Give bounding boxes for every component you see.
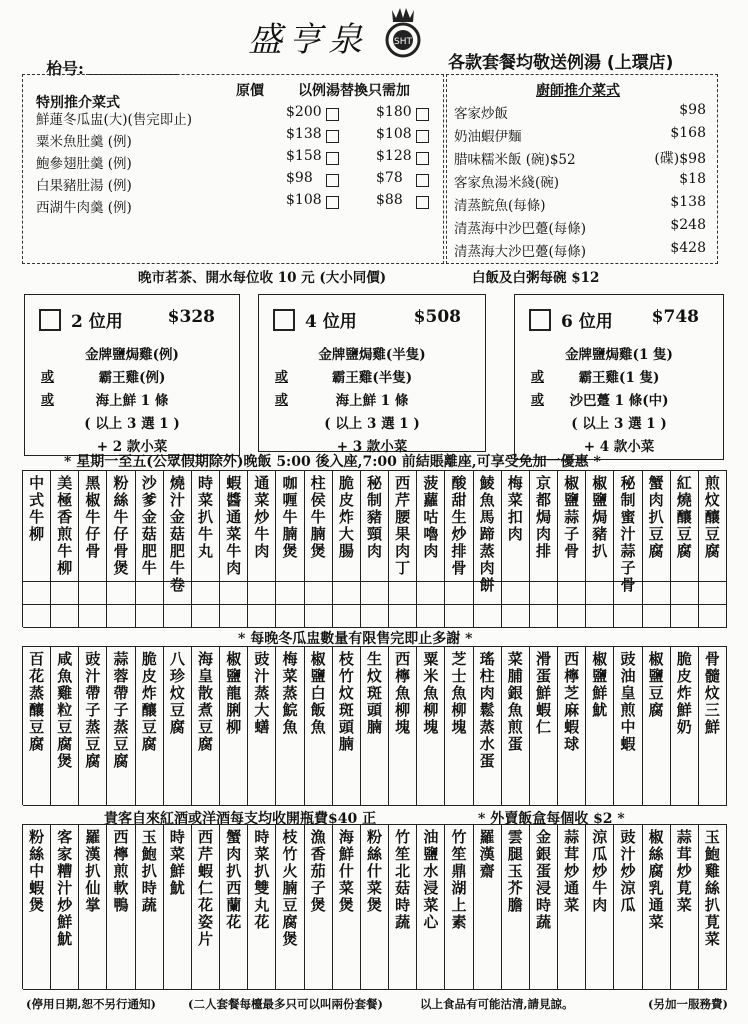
dish-cell[interactable] xyxy=(305,647,333,805)
dish-cell[interactable] xyxy=(23,825,51,989)
crest-icon xyxy=(380,6,426,60)
dish-name: 西檸芝麻蝦球 xyxy=(562,651,581,753)
set-menu-line: + 3 款小菜 xyxy=(336,439,408,455)
dish-cell[interactable] xyxy=(79,825,107,989)
set-menu-box xyxy=(514,294,724,460)
set-size-label: 2 位用 xyxy=(71,312,123,332)
dish-cell[interactable] xyxy=(445,825,473,989)
dish-name: 羅漢扒仙掌 xyxy=(83,829,102,914)
dish-name: 椒絲腐乳通菜 xyxy=(646,829,665,931)
dish-cell[interactable] xyxy=(389,647,417,805)
dish-grid-1 xyxy=(22,470,727,627)
set-menu-line: + 2 款小菜 xyxy=(96,439,168,455)
dish-name: 海皇散煮豆腐 xyxy=(196,651,215,753)
set-menu-line: 霸王雞(1 隻) xyxy=(578,370,660,386)
dish-cell[interactable] xyxy=(417,647,445,805)
dish-cell[interactable] xyxy=(136,647,164,805)
special-item-price: $138 xyxy=(286,126,322,142)
set-menu-line: ( 以上 3 選 1 ) xyxy=(324,416,420,432)
dish-cell[interactable] xyxy=(51,825,79,989)
special-item-price: $98 xyxy=(286,170,313,186)
special-swap-checkbox[interactable] xyxy=(416,196,429,209)
dish-cell[interactable] xyxy=(220,647,248,805)
dish-name: 金銀蛋浸時蔬 xyxy=(533,829,552,931)
set-price: $508 xyxy=(413,307,461,327)
dish-cell[interactable] xyxy=(417,825,445,989)
dish-name: 竹笙北菇時蔬 xyxy=(393,829,412,931)
dish-name: 鯪魚馬蹄蒸肉餅 xyxy=(477,475,496,594)
takeaway-banner: * 外賣飯盒每個收 $2 * xyxy=(478,811,625,827)
dish-name: 百花蒸釀豆腐 xyxy=(27,651,46,753)
set-menu-line: 金牌鹽焗雞(半隻) xyxy=(318,347,426,363)
special-swap-checkbox[interactable] xyxy=(416,130,429,143)
dish-cell[interactable] xyxy=(699,647,727,805)
dish-cell[interactable] xyxy=(502,825,530,989)
dish-cell[interactable] xyxy=(220,825,248,989)
special-item-price: $200 xyxy=(286,104,322,120)
dish-cell[interactable] xyxy=(502,647,530,805)
special-price-checkbox[interactable] xyxy=(326,130,339,143)
dish-name: 客家糟汁炒鮮魷 xyxy=(55,829,74,948)
dish-name: 時菜鮮魷 xyxy=(167,829,186,897)
dish-cell[interactable] xyxy=(643,825,671,989)
set-menu-line: ( 以上 3 選 1 ) xyxy=(571,416,667,432)
dish-name: 生炆斑頭腩 xyxy=(364,651,383,736)
dish-name: 梅菜扣肉 xyxy=(505,475,524,543)
set-menu-box xyxy=(24,294,240,456)
footer-note-mid: (二人套餐每檯最多只可以叫兩份套餐) xyxy=(188,997,383,1011)
footer-note-left: (停用日期,恕不另行通知) xyxy=(26,997,156,1011)
dish-name: 椒鹽鮮魷 xyxy=(590,651,609,719)
special-swap-price: $78 xyxy=(376,170,403,186)
special-item-name: 鮑參翅肚羹 (例) xyxy=(36,156,132,172)
dish-grid-3 xyxy=(22,824,727,989)
chef-item-price: $138 xyxy=(670,194,706,210)
special-item-name: 鮮蓮冬瓜盅(大)(售完即止) xyxy=(36,112,193,128)
set-menu-line: 沙巴躉 1 條(中) xyxy=(569,393,669,409)
dish-cell[interactable] xyxy=(333,647,361,805)
dish-cell[interactable] xyxy=(107,825,135,989)
dish-name: 玉鮑雞絲扒莧菜 xyxy=(702,829,721,948)
promo-banner: * 星期一至五(公眾假期除外)晚飯 5:00 後入座,7:00 前結賬離座,可享受免加一優惠 * xyxy=(64,454,601,470)
restaurant-logo-text: 盛亨泉 xyxy=(248,20,368,60)
dish-name: 枝竹火腩豆腐煲 xyxy=(280,829,299,948)
dish-name: 西檸煎軟鴨 xyxy=(111,829,130,914)
dish-cell[interactable] xyxy=(389,825,417,989)
dish-cell[interactable] xyxy=(79,647,107,805)
dish-name: 脆皮炸鮮奶 xyxy=(674,651,693,736)
set-menu-line: 金牌鹽焗雞(1 隻) xyxy=(565,347,673,363)
chef-title: 廚師推介菜式 xyxy=(536,83,620,99)
dish-cell[interactable] xyxy=(192,825,220,989)
special-price-checkbox[interactable] xyxy=(326,108,339,121)
dish-name: 西芹腰果肉丁 xyxy=(393,475,412,577)
set-select-checkbox[interactable] xyxy=(273,309,295,331)
dish-name: 時菜扒雙丸花 xyxy=(252,829,271,931)
set-select-checkbox[interactable] xyxy=(39,309,61,331)
special-item-price: $158 xyxy=(286,148,322,164)
dish-name: 漁香茄子煲 xyxy=(308,829,327,914)
dish-name: 脆皮炸釀豆腐 xyxy=(139,651,158,753)
dish-name: 瑤柱肉鬆蒸水蛋 xyxy=(477,651,496,770)
chef-item-price: $428 xyxy=(670,240,706,256)
dish-name: 時菜扒牛丸 xyxy=(196,475,215,560)
special-swap-checkbox[interactable] xyxy=(416,152,429,165)
dish-name: 玉鮑扒時蔬 xyxy=(139,829,158,914)
table-number-label: 枱号: xyxy=(46,59,84,78)
dish-name: 涼瓜炒牛肉 xyxy=(590,829,609,914)
chef-item-name: 清蒸鯇魚(每條) xyxy=(454,198,546,214)
dish-cell[interactable] xyxy=(248,825,276,989)
grid-divider xyxy=(23,604,727,605)
special-swap-checkbox[interactable] xyxy=(416,174,429,187)
dish-name: 菜脯銀魚煎蛋 xyxy=(505,651,524,753)
dish-name: 西芹蝦仁花姿片 xyxy=(196,829,215,948)
dish-name: 竹笙鼎湖上素 xyxy=(449,829,468,931)
dish-name: 粉絲什菜煲 xyxy=(364,829,383,914)
special-item-price: $108 xyxy=(286,192,322,208)
or-label: 或 xyxy=(531,393,545,408)
special-swap-price: $128 xyxy=(376,148,412,164)
chef-item-price: $248 xyxy=(670,217,706,233)
set-menu-line: ( 以上 3 選 1 ) xyxy=(84,416,180,432)
dish-cell[interactable] xyxy=(474,647,502,805)
footer-service-charge: (另加一服務費) xyxy=(648,997,728,1011)
dish-name: 滑蛋鮮蝦仁 xyxy=(533,651,552,736)
special-item-name: 白果豬肚湯 (例) xyxy=(36,178,132,194)
specials-price-header: 原價 xyxy=(236,83,264,99)
dish-name: 沙爹金菇肥牛 xyxy=(139,475,158,577)
dish-name: 椒鹽龍脷柳 xyxy=(224,651,243,736)
specials-title: 特別推介菜式 xyxy=(36,95,120,111)
dish-name: 椒鹽白飯魚 xyxy=(308,651,327,736)
dish-name: 煎炆釀豆腐 xyxy=(702,475,721,560)
dish-name: 燒汁金菇肥牛卷 xyxy=(167,475,186,594)
footer-note-right: 以上食品有可能沽清,請見諒。 xyxy=(420,997,574,1011)
svg-text:SHT: SHT xyxy=(394,37,412,47)
dish-cell[interactable] xyxy=(671,647,699,805)
corkage-banner: 貴客自來紅酒或洋酒每支均收開瓶費$40 正 xyxy=(104,811,377,827)
dish-cell[interactable] xyxy=(474,825,502,989)
or-label: 或 xyxy=(41,370,55,385)
dish-name: 豉油皇煎中蝦 xyxy=(618,651,637,753)
dish-cell[interactable] xyxy=(530,647,558,805)
chef-item-price: $18 xyxy=(679,171,706,187)
dish-name: 豉汁帶子蒸豆腐 xyxy=(83,651,102,770)
set-size-label: 4 位用 xyxy=(305,312,357,332)
dish-name: 粉絲牛仔骨煲 xyxy=(111,475,130,577)
dish-name: 蟹肉扒豆腐 xyxy=(646,475,665,560)
dish-cell[interactable] xyxy=(23,647,51,805)
dish-name: 秘制豬頸肉 xyxy=(364,475,383,560)
set-price: $748 xyxy=(651,307,699,327)
chef-item-name: 清蒸海大沙巴躉(每條) xyxy=(454,244,587,260)
rice-charge-note: 白飯及白粥每碗 $12 xyxy=(472,270,600,286)
set-menu-line: 海上鮮 1 條 xyxy=(95,393,169,409)
or-label: 或 xyxy=(531,370,545,385)
dish-name: 枝竹炆斑頭腩 xyxy=(336,651,355,753)
dish-cell[interactable] xyxy=(699,825,727,989)
dish-grid-2 xyxy=(22,646,727,805)
dish-cell[interactable] xyxy=(530,825,558,989)
chef-item-price: $168 xyxy=(670,125,706,141)
dish-name: 黑椒牛仔骨 xyxy=(83,475,102,560)
special-swap-price: $108 xyxy=(376,126,412,142)
grid-bottom xyxy=(23,805,727,806)
set-menu-line: 霸王雞(半隻) xyxy=(331,370,413,386)
dish-cell[interactable] xyxy=(445,647,473,805)
dish-cell[interactable] xyxy=(614,825,642,989)
dish-name: 菠蘿咕嚕肉 xyxy=(421,475,440,560)
dish-cell[interactable] xyxy=(192,647,220,805)
chef-item-name: 客家魚湯米綫(碗) xyxy=(454,175,560,191)
dish-name: 八珍炆豆腐 xyxy=(167,651,186,736)
dish-cell[interactable] xyxy=(586,647,614,805)
dish-name: 蝦醬通菜牛肉 xyxy=(224,475,243,577)
dish-name: 咸魚雞粒豆腐煲 xyxy=(55,651,74,770)
chef-item-name: 客家炒飯 xyxy=(454,106,508,122)
dish-cell[interactable] xyxy=(361,647,389,805)
dish-cell[interactable] xyxy=(51,647,79,805)
set-select-checkbox[interactable] xyxy=(529,309,551,331)
dish-name: 豉汁炒涼瓜 xyxy=(618,829,637,914)
tea-charge-note: 晚市茗茶、開水每位收 10 元 (大小同價) xyxy=(138,270,387,286)
dish-name: 羅漢齋 xyxy=(477,829,496,880)
dish-name: 通菜炒牛肉 xyxy=(252,475,271,560)
or-label: 或 xyxy=(275,393,289,408)
dish-name: 椒鹽焗豬扒 xyxy=(590,475,609,560)
winter-melon-banner: * 每晚冬瓜盅數量有限售完即止多謝 * xyxy=(238,631,473,647)
dish-name: 椒鹽豆腐 xyxy=(646,651,665,719)
dish-name: 柱侯牛腩煲 xyxy=(308,475,327,560)
dish-name: 粉絲中蝦煲 xyxy=(27,829,46,914)
or-label: 或 xyxy=(41,393,55,408)
dish-name: 芝士魚柳塊 xyxy=(449,651,468,736)
special-swap-checkbox[interactable] xyxy=(416,108,429,121)
special-price-checkbox[interactable] xyxy=(326,174,339,187)
dish-cell[interactable] xyxy=(164,825,192,989)
set-menu-line: 金牌鹽焗雞(例) xyxy=(85,347,179,363)
chef-item-price: $98 xyxy=(679,102,706,118)
dish-name: 美極香煎牛柳 xyxy=(55,475,74,577)
dish-cell[interactable] xyxy=(671,825,699,989)
branch-notice: 各款套餐均敬送例湯 (上環店) xyxy=(448,53,674,73)
dish-cell[interactable] xyxy=(333,825,361,989)
special-price-checkbox[interactable] xyxy=(326,152,339,165)
dish-name: 椒鹽蒜子骨 xyxy=(562,475,581,560)
dish-name: 蟹肉扒西蘭花 xyxy=(224,829,243,931)
dish-cell[interactable] xyxy=(248,647,276,805)
dish-cell[interactable] xyxy=(136,825,164,989)
dish-cell[interactable] xyxy=(107,647,135,805)
dish-name: 骨髓炆三鮮 xyxy=(702,651,721,736)
dish-name: 蒜茸炒莧菜 xyxy=(674,829,693,914)
dish-name: 中式牛柳 xyxy=(27,475,46,543)
dish-name: 蒜茸炒通菜 xyxy=(562,829,581,914)
dish-name: 豉汁蒸大蟮 xyxy=(252,651,271,736)
special-swap-price: $88 xyxy=(376,192,403,208)
dish-cell[interactable] xyxy=(558,825,586,989)
dish-name: 梅菜蒸鯇魚 xyxy=(280,651,299,736)
grid-bottom xyxy=(23,989,727,990)
special-item-name: 西湖牛肉羹 (例) xyxy=(36,200,132,216)
special-price-checkbox[interactable] xyxy=(326,196,339,209)
dish-name: 紅燒釀豆腐 xyxy=(674,475,693,560)
special-swap-price: $180 xyxy=(376,104,412,120)
chef-item-name: 奶油蝦伊麵 xyxy=(454,129,522,145)
set-menu-line: 霸王雞(例) xyxy=(98,370,166,386)
dish-name: 油鹽水浸菜心 xyxy=(421,829,440,931)
dish-name: 京都焗肉排 xyxy=(533,475,552,560)
dish-name: 咖喱牛腩煲 xyxy=(280,475,299,560)
dish-cell[interactable] xyxy=(305,825,333,989)
dish-cell[interactable] xyxy=(586,825,614,989)
set-size-label: 6 位用 xyxy=(561,312,613,332)
dish-name: 秘制蜜汁蒜子骨 xyxy=(618,475,637,594)
dish-name: 海鮮什菜煲 xyxy=(336,829,355,914)
set-menu-line: + 4 款小菜 xyxy=(583,439,655,455)
or-label: 或 xyxy=(275,370,289,385)
dish-name: 脆皮炸大腸 xyxy=(336,475,355,560)
dish-cell[interactable] xyxy=(361,825,389,989)
dish-name: 雲腿玉芥膽 xyxy=(505,829,524,914)
chef-item-name: 清蒸海中沙巴躉(每條) xyxy=(454,221,587,237)
set-price: $328 xyxy=(167,307,215,327)
dish-cell[interactable] xyxy=(164,647,192,805)
dish-name: 西檸魚柳塊 xyxy=(393,651,412,736)
dish-name: 酸甜生炒排骨 xyxy=(449,475,468,577)
dish-cell[interactable] xyxy=(558,647,586,805)
dish-cell[interactable] xyxy=(643,647,671,805)
set-menu-line: 海上鮮 1 條 xyxy=(335,393,409,409)
dish-name: 蒜蓉帶子蒸豆腐 xyxy=(111,651,130,770)
special-item-name: 粟米魚肚羹 (例) xyxy=(36,134,132,150)
dish-cell[interactable] xyxy=(614,647,642,805)
chef-item-name: 腊味糯米飯 (碗)$52 xyxy=(454,152,576,168)
dish-cell[interactable] xyxy=(276,647,304,805)
set-menu-box xyxy=(258,294,486,455)
grid-divider xyxy=(23,581,727,582)
dish-cell[interactable] xyxy=(276,825,304,989)
dish-name: 粟米魚柳塊 xyxy=(421,651,440,736)
chef-item-price: (碟)$98 xyxy=(654,151,706,167)
specials-swap-header: 以例湯替換只需加 xyxy=(298,83,410,99)
